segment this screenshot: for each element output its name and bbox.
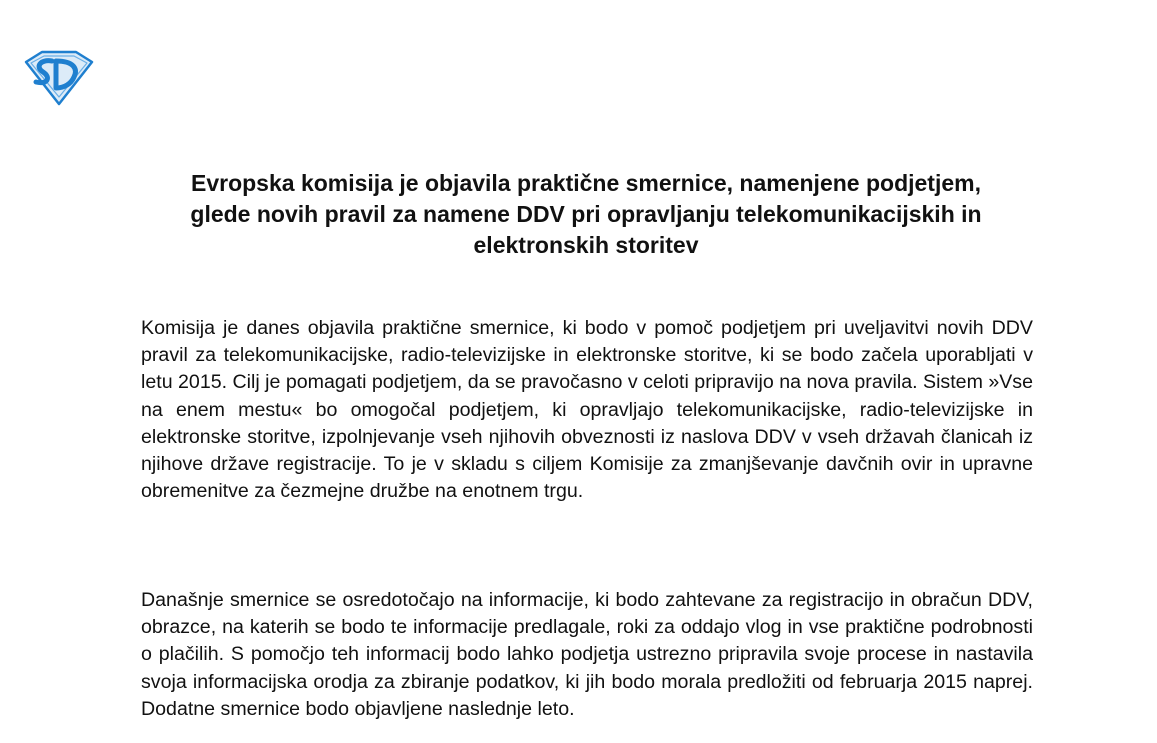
body-paragraph-2: Današnje smernice se osredotočajo na informacije, ki bodo zahtevane za registracijo in obračun DDV, obrazce, na katerih se bodo te informacije predlagale, roki za oddajo vlog in vse praktične podrobnosti o plačilih. S pomočjo teh informacij bodo lahko podjetja ustrezno pripravila svoje procese in nastavila svoja informacijska orodja za zbiranje podatkov, ki jih bodo morala predložiti od februarja 2015 naprej. Dodatne smernice bodo objavljene naslednje leto.	[141, 589, 1033, 720]
body-paragraph-1: Komisija je danes objavila praktične smernice, ki bodo v pomoč podjetjem pri uveljavitvi novih DDV pravil za telekomunikacijske, radio-televizijske in elektronske storitve, ki se bodo začela uporabljati v letu 2015. Cilj je pomagati podjetjem, da se pravočasno v celoti pripravijo na nova pravila. Sistem »Vse na enem mestu« bo omogočal podjetjem, ki opravljajo telekomunikacijske, radio-televizijske in elektronske storitve, izpolnjevanje vseh njihovih obveznosti iz naslova DDV v vseh državah članicah iz njihove države registracije. To je v skladu s ciljem Komisije za zmanjševanje davčnih ovir in upravne obremenitve za čezmejne družbe na enotnem trgu.	[141, 317, 1033, 503]
document-title: Evropska komisija je objavila praktične smernice, namenjene podjetjem, glede novih pravil za namene DDV pri opravljanju telekomunikacijskih in elektronskih storitev	[190, 170, 982, 258]
sd-shield-logo-icon	[22, 48, 96, 106]
